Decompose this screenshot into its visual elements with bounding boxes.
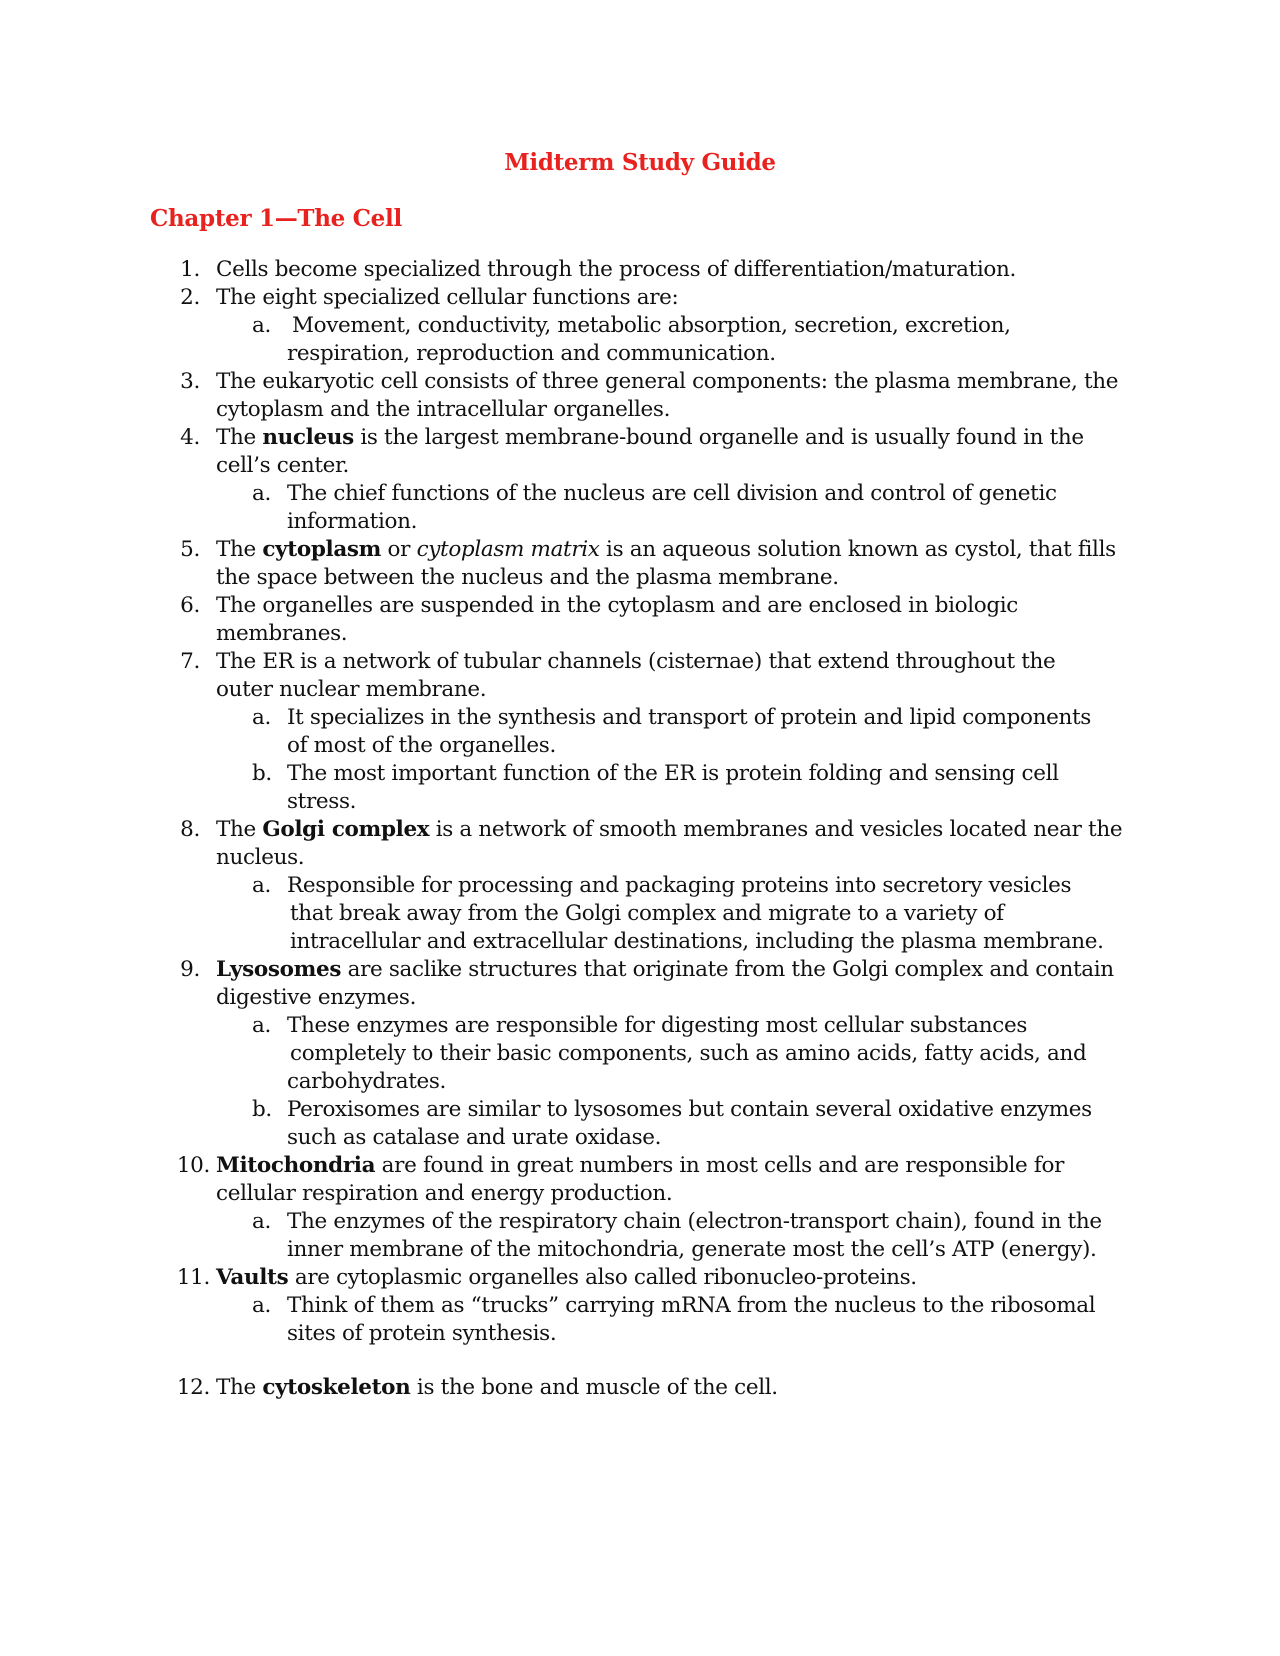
term-vaults: Vaults <box>216 1265 289 1290</box>
term-nucleus: nucleus <box>262 425 354 450</box>
term-lysosomes: Lysosomes <box>216 957 342 982</box>
document-page: Midterm Study Guide Chapter 1—The Cell 1. Cells become specialized through the process of differentiation/maturation. 2. The eight specialized cellular functions are: a. Movement, conductivity, metabolic absorption, secretion, excretion, respiration, reproduction and communication. 3. The eukaryotic cell consists of three general components: the plasma membrane, the cytoplasm and the intracellular organelles. 4. The nucleus is the largest membrane-bound organelle and is usually found in the cell’s center. a. The chief functions of the nucleus are cell division and control of genetic information. 5. The cytoplasm or cytoplasm matrix is an aqueous solution known as cystol, that fills the space between the nucleus and the plasma membrane. 6. The organelles are suspended in the cytoplasm and are enclosed in biologic membranes. 7. The ER is a network of tubular channels (cisternae) that extend throughout the outer nuclear membrane. a. It specializes in the synthesis and transport of protein and lipid components of most of the organelles. b. The most important function of the ER is protein folding and sensing cell stress. 8. The Golgi complex is a network of smooth membranes and vesicles located near the nucleus. a. Responsible for processing and packaging proteins into secretory vesicles that break away from the Golgi complex and migrate to a variety of intracellular and extracellular destinations, including the plasma membrane. 9. Lysosomes are saclike structures that originate from the Golgi complex and contain digestive enzymes. a. These enzymes are responsible for digesting most cellular substances completely to their basic components, such as amino acids, fatty acids, and carbohydrates. b. Peroxisomes are similar to lysosomes but contain several oxidative enzymes such as catalase and urate oxidase. 10. Mitochondria are found in great numbers in most cells and are responsible for cellular respiration and energy production. a. The enzymes of the respiratory chain (electron-transport chain), found in the inner membrane of the mitochondria, generate most the cell’s ATP (energy). 11. Vaults are cytoplasmic organelles also called ribonucleo-proteins. a. Think of them as “trucks” carrying mRNA from the nucleus to the ribosomal sites of protein synthesis. 12. The cytoskeleton is the bone and muscle of the cell. <box>0 0 1280 1656</box>
term-golgi-complex: Golgi complex <box>262 817 430 842</box>
term-cytoskeleton: cytoskeleton <box>262 1375 411 1400</box>
term-cytoplasm: cytoplasm <box>262 537 382 562</box>
term-cytoplasm-matrix: cytoplasm matrix <box>416 537 600 562</box>
chapter-heading: Chapter 1—The Cell <box>150 205 402 232</box>
page-title: Midterm Study Guide <box>504 149 776 176</box>
term-mitochondria: Mitochondria <box>216 1153 376 1178</box>
